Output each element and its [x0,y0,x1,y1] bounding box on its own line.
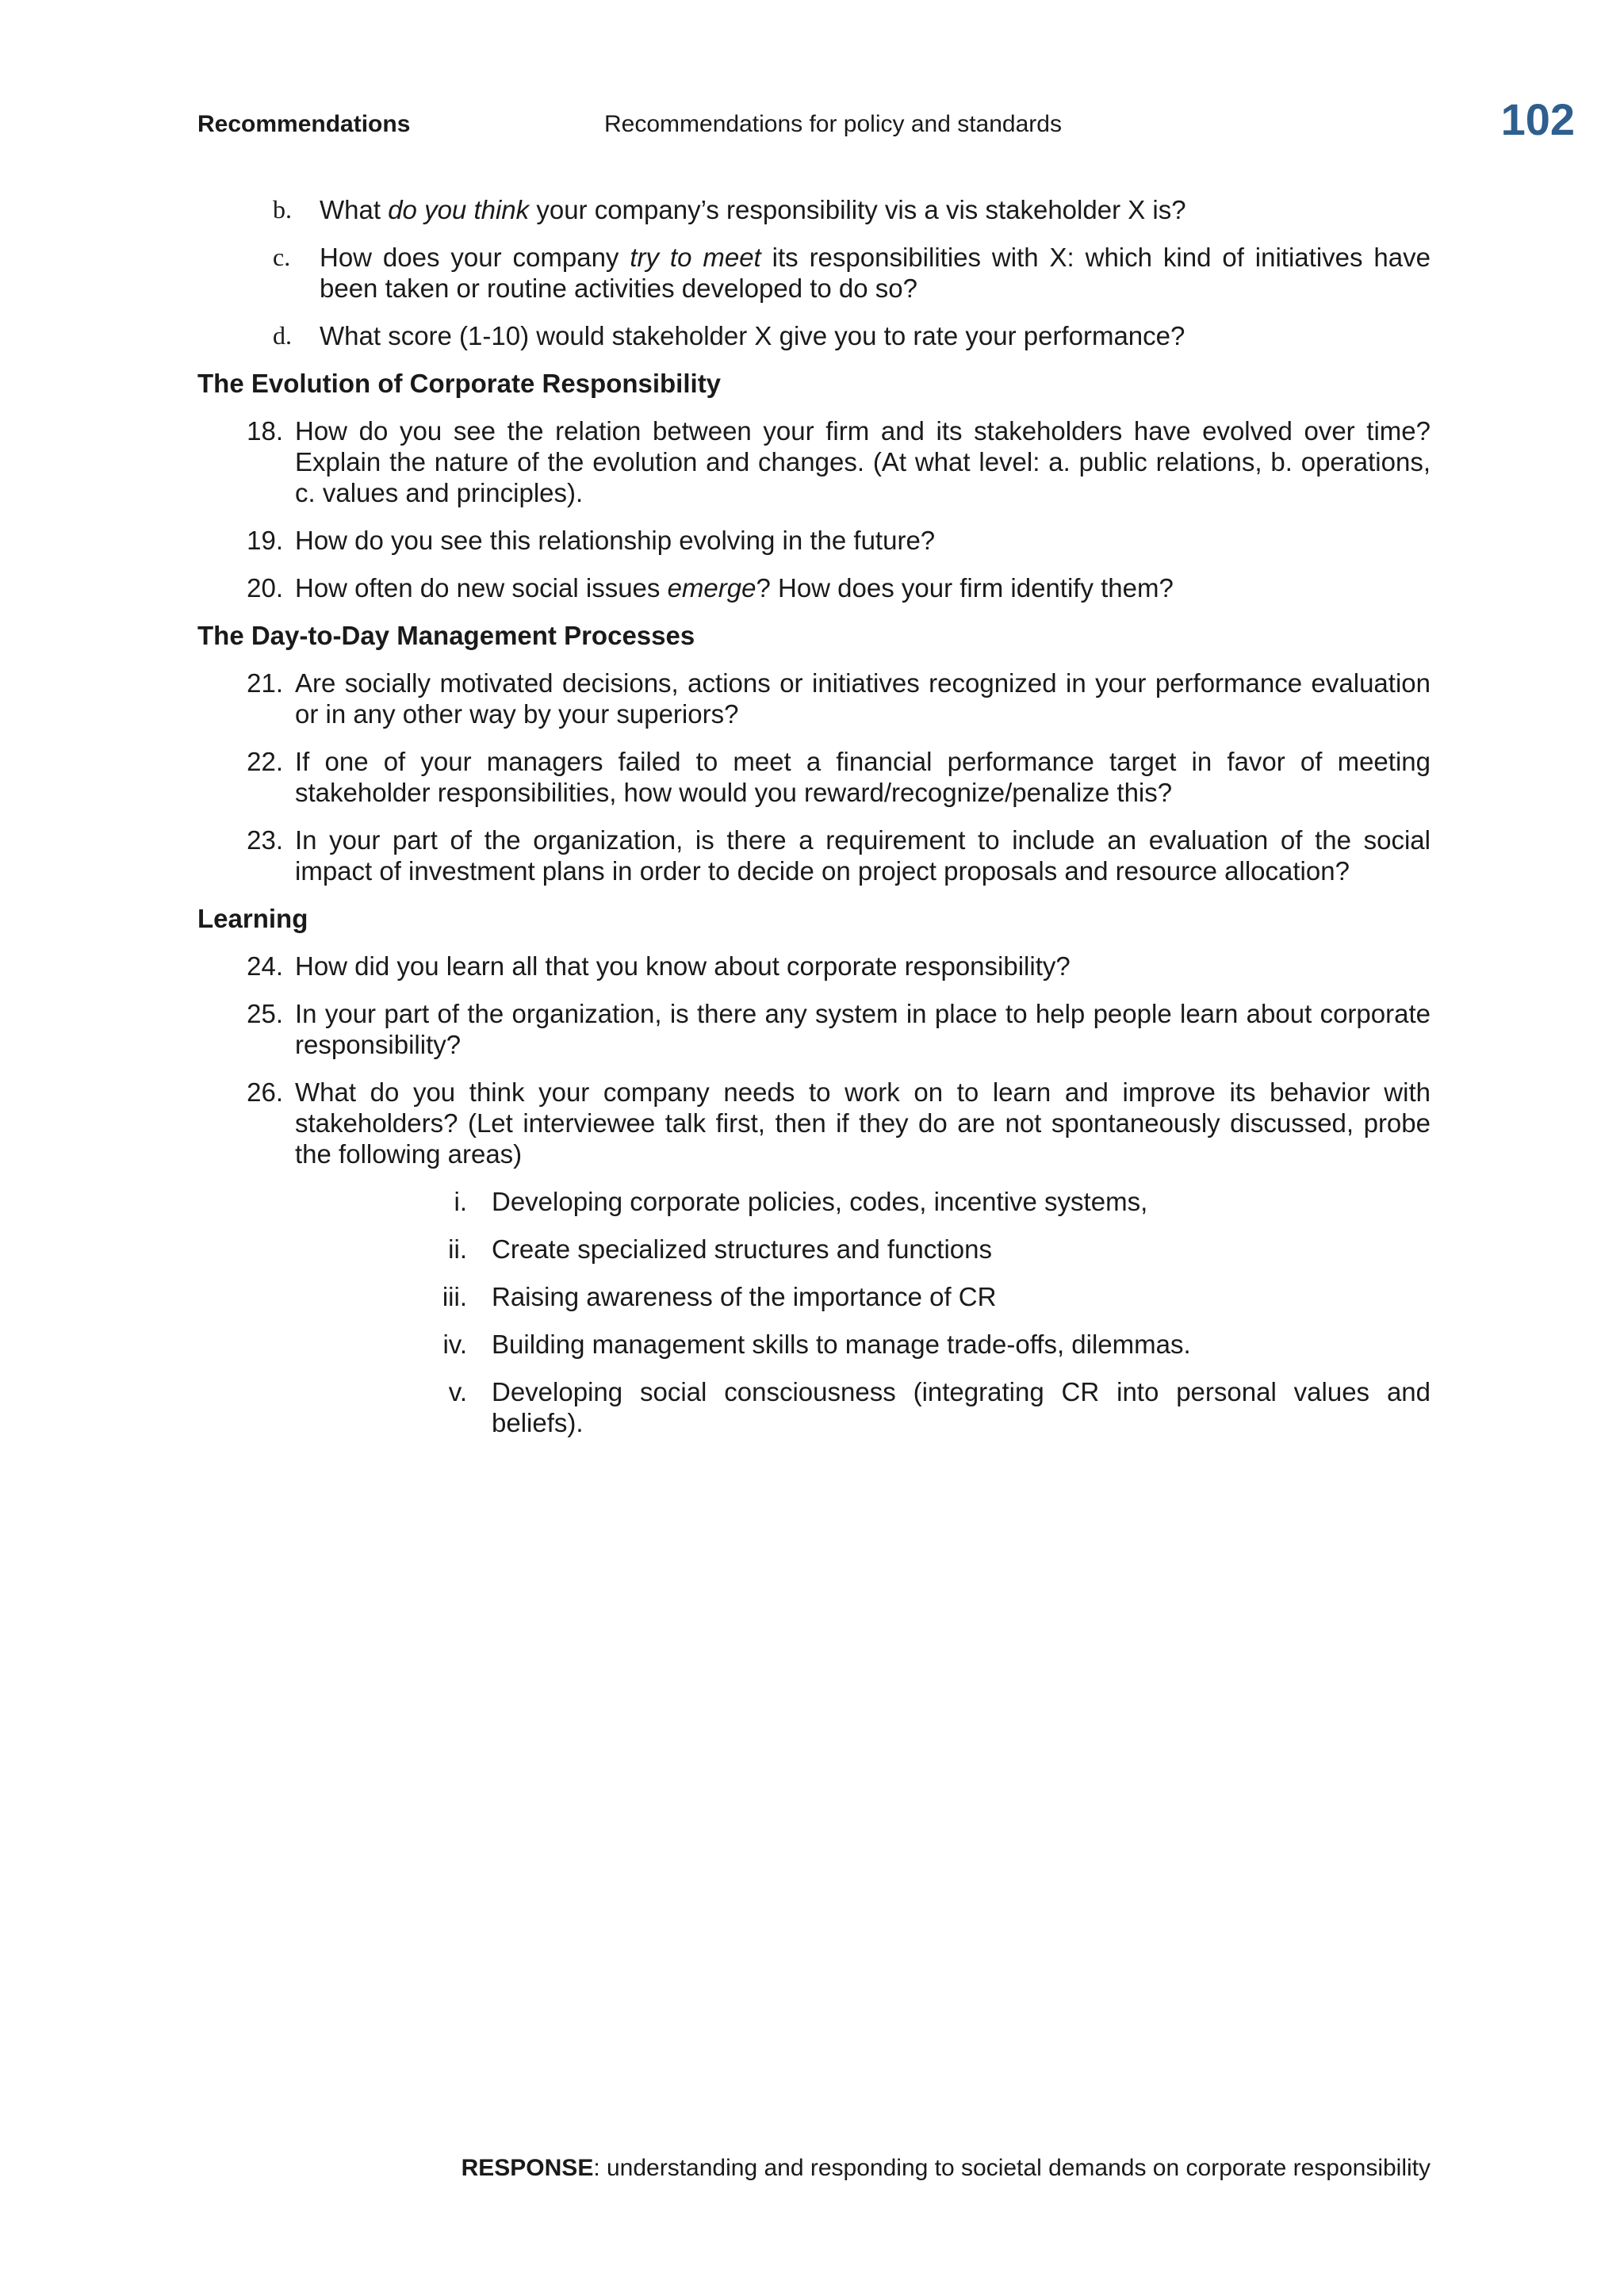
question-number: 25. [247,999,283,1028]
question-emphasis: emerge [667,573,756,603]
page-number: 102 [1500,94,1575,144]
question-number: 20. [247,573,283,603]
probe-number: i. [454,1187,467,1216]
question-20 [197,572,1431,603]
probe-text: Raising awareness of the importance of CR [492,1282,997,1311]
probe-area-iii [197,1281,1431,1312]
question-text: In your part of the organization, is there a requirement to include an evaluation of the social impact of investment plans in order to decide on project proposals and resource allocation? [295,825,1431,886]
question-23 [197,825,1431,886]
header-chapter-title: Recommendations for policy and standards [604,111,1062,137]
probe-number: ii. [448,1234,467,1264]
footer-project-name: RESPONSE [461,2155,594,2181]
probe-number: iv. [442,1330,467,1359]
sub-question-c [197,242,1431,304]
sub-question-text: What score (1-10) would stakeholder X give you to rate your performance? [320,321,1185,350]
sub-question-label: c. [273,243,291,271]
probe-area-i [197,1186,1431,1217]
question-number: 18. [247,416,283,446]
page-footer [462,2155,1431,2182]
question-18 [197,415,1431,508]
sub-question-emphasis: do you think [388,195,530,224]
sub-question-label: d. [273,321,292,350]
question-text-end: ? How does your firm identify them? [756,573,1174,603]
sub-question-b [197,194,1431,225]
probe-text: Developing corporate policies, codes, incentive systems, [492,1187,1148,1216]
probe-area-ii [197,1234,1431,1265]
sub-question-emphasis: try to meet [630,243,761,272]
probe-text: Developing social consciousness (integrating CR into personal values and beliefs). [492,1377,1431,1437]
probe-area-iv [197,1329,1431,1360]
question-text: Are socially motivated decisions, actions or initiatives recognized in your performance evaluation or in any other way by your superiors? [295,668,1431,729]
sub-question-text: How does your company [320,243,630,272]
header-section-title: Recommendations [197,111,411,137]
probe-area-v [197,1376,1431,1438]
question-25 [197,998,1431,1060]
probe-text: Create specialized structures and functions [492,1234,992,1264]
question-text: What do you think your company needs to work on to learn and improve its behavior with stakeholders? (Let interviewee talk first, then if they do are not spontaneously discussed, probe the following areas) [295,1077,1431,1169]
probe-text: Building management skills to manage trade-offs, dilemmas. [492,1330,1191,1359]
probe-number: v. [448,1377,467,1406]
question-21 [197,668,1431,729]
question-22 [197,746,1431,808]
question-text: In your part of the organization, is there any system in place to help people learn about corporate responsibility? [295,999,1431,1059]
question-number: 21. [247,668,283,698]
probe-number: iii. [442,1282,467,1311]
document-body [197,194,1431,1455]
question-text: How do you see this relationship evolving in the future? [295,526,936,555]
sub-question-text: What [320,195,389,224]
sub-question-text-end: its responsibilities with X: which kind of initiatives have been taken or routine activities developed to do so? [320,243,1431,303]
section-heading-day-to-day: The Day-to-Day Management Processes [197,621,695,650]
section-heading-evolution: The Evolution of Corporate Responsibility [197,369,722,398]
question-text: If one of your managers failed to meet a financial performance target in favor of meeting stakeholder responsibilities, how would you reward/recognize/penalize this? [295,747,1431,807]
question-text: How did you learn all that you know about corporate responsibility? [295,951,1071,981]
question-text: How often do new social issues [295,573,668,603]
question-number: 19. [247,526,283,555]
footer-tagline: : understanding and responding to societal demands on corporate responsibility [593,2155,1431,2181]
question-number: 26. [247,1077,283,1107]
question-text: How do you see the relation between your firm and its stakeholders have evolved over time? Explain the nature of the evolution and changes. (At what level: a. public relations, b. operations, c. values and principles). [295,416,1431,507]
question-24 [197,951,1431,982]
section-heading-learning: Learning [197,904,308,933]
sub-question-d [197,320,1431,351]
question-26 [197,1077,1431,1169]
question-number: 23. [247,825,283,855]
sub-question-label: b. [273,195,292,224]
question-number: 24. [247,951,283,981]
question-19 [197,525,1431,556]
sub-question-text-end: your company’s responsibility vis a vis stakeholder X is? [529,195,1186,224]
question-number: 22. [247,747,283,776]
